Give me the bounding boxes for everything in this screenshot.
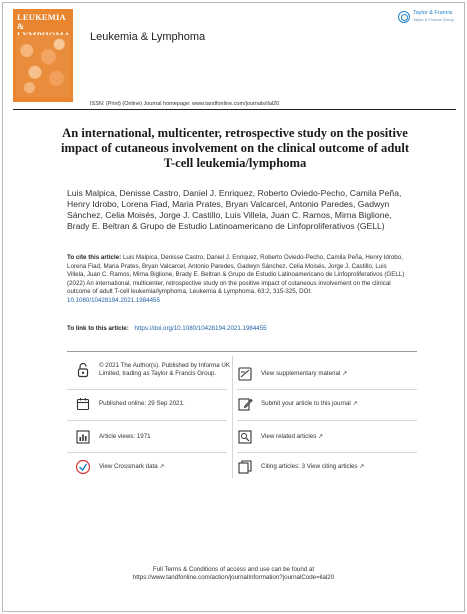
external-link-icon: ↗ [359, 463, 365, 470]
footer-line1: Full Terms & Conditions of access and use can be found at [152, 566, 315, 573]
citing-link[interactable] [261, 463, 364, 471]
submit-item[interactable] [237, 396, 417, 414]
article-views: Article views: 1971 [99, 433, 151, 440]
taylor-francis-logo-icon [398, 11, 410, 23]
info-divider [67, 351, 417, 352]
article-title: An international, multicenter, retrospective study on the positive impact of cutaneous involvement on the clinical outcome of adult T-cell leukemia/lymphoma [60, 126, 410, 170]
crossmark-label[interactable]: View Crossmark data [99, 463, 158, 470]
cite-label: To cite this article: [67, 254, 122, 261]
citing-articles-icon [237, 459, 253, 475]
open-access-lock-icon [75, 362, 91, 378]
publisher-sub: Taylor & Francis Group [413, 17, 454, 22]
external-link-icon: ↗ [318, 433, 324, 440]
published-item [75, 396, 225, 414]
supplementary-item[interactable] [237, 366, 417, 384]
supplementary-link[interactable] [261, 370, 347, 378]
row-divider [237, 452, 417, 453]
cover-title-line1: LEUKEMIA & [17, 12, 66, 31]
publisher-name: Taylor & Francis [413, 10, 453, 16]
external-link-icon: ↗ [352, 400, 358, 407]
issn-line: ISSN: (Print) (Online) Journal homepage: www.tandfonline.com/journals/ilal20 [90, 101, 280, 107]
external-link-icon: ↗ [159, 463, 165, 470]
external-link-icon: ↗ [342, 370, 348, 377]
publisher-logo[interactable] [398, 9, 458, 29]
bar-chart-icon [75, 429, 91, 445]
submit-link[interactable] [261, 400, 358, 408]
journal-cover [13, 9, 73, 102]
row-divider [67, 452, 227, 453]
row-divider [67, 420, 227, 421]
license-text: © 2021 The Author(s). Published by Informa UK Limited, trading as Taylor & Francis Group. [99, 362, 231, 377]
row-divider [67, 389, 227, 390]
article-authors: Luis Malpica, Denisse Castro, Daniel J. Enriquez, Roberto Oviedo-Pecho, Camila Peña, Henry Idrobo, Lorena Fiad, Maria Prates, Bryan Valcarcel, Antonio Paredes, Gadwyn Sánchez, Celia Moisés, Jorge J. Castillo, Luis Villela, Juan C. Ramos, Mirna Biglione, Brady E. Beltran & Grupo de Estudio Latinoamericano de Linfoproliferativos (GELL) [67, 188, 402, 231]
published-date: Published online: 29 Sep 2021. [99, 400, 185, 407]
cover-artwork [16, 35, 70, 97]
pencil-edit-icon [237, 396, 253, 412]
article-link-row [67, 325, 267, 332]
row-divider [237, 389, 417, 390]
views-item [75, 429, 225, 447]
footer-terms-link[interactable]: https://www.tandfonline.com/action/journalInformation?journalCode=ilal20 [132, 574, 335, 581]
open-access-item [75, 362, 235, 388]
citing-item[interactable] [237, 459, 417, 477]
supplementary-label[interactable]: View supplementary material [261, 370, 341, 377]
column-divider [232, 356, 233, 478]
row-divider [237, 420, 417, 421]
related-item[interactable] [237, 429, 417, 447]
citation-block [67, 254, 405, 305]
crossmark-item[interactable] [75, 459, 225, 477]
citing-label[interactable]: Citing articles: 3 View citing articles [261, 463, 358, 470]
header-divider [13, 109, 456, 110]
supplementary-icon [237, 366, 253, 382]
link-label: To link to this article: [67, 325, 129, 332]
footer-terms [60, 566, 407, 582]
related-articles-icon [237, 429, 253, 445]
cite-text: Luis Malpica, Denisse Castro, Daniel J. Enriquez, Roberto Oviedo-Pecho, Camila Peña, Henry Idrobo, Lorena Fiad, Maria Prates, Bryan Valcarcel, Antonio Paredes, Gadwyn Sánchez, Celia Moisés, Jorge J. Castillo, Luis Villela, Juan C. Ramos, Mirna Biglione, Brady E. Beltran & Grupo de Estudio Latinoamericano de Linfoproliferativos (GELL) (2022) An international, multicenter, retrospective study on the positive impact of cutaneous involvement on the clinical outcome of adult T-cell leukemia/lymphoma, Leukemia & Lymphoma, 63:2, 315-325, DOI: [67, 254, 405, 295]
related-label[interactable]: View related articles [261, 433, 317, 440]
journal-name[interactable]: Leukemia & Lymphoma [90, 31, 206, 43]
crossmark-icon [75, 459, 91, 475]
crossmark-link[interactable] [99, 463, 165, 471]
calendar-icon [75, 396, 91, 412]
cite-doi-link[interactable]: 10.1080/10428194.2021.1984455 [67, 296, 160, 304]
article-doi-link[interactable]: https://doi.org/10.1080/10428194.2021.1984455 [134, 325, 267, 332]
related-link[interactable] [261, 433, 323, 441]
submit-label[interactable]: Submit your article to this journal [261, 400, 351, 407]
